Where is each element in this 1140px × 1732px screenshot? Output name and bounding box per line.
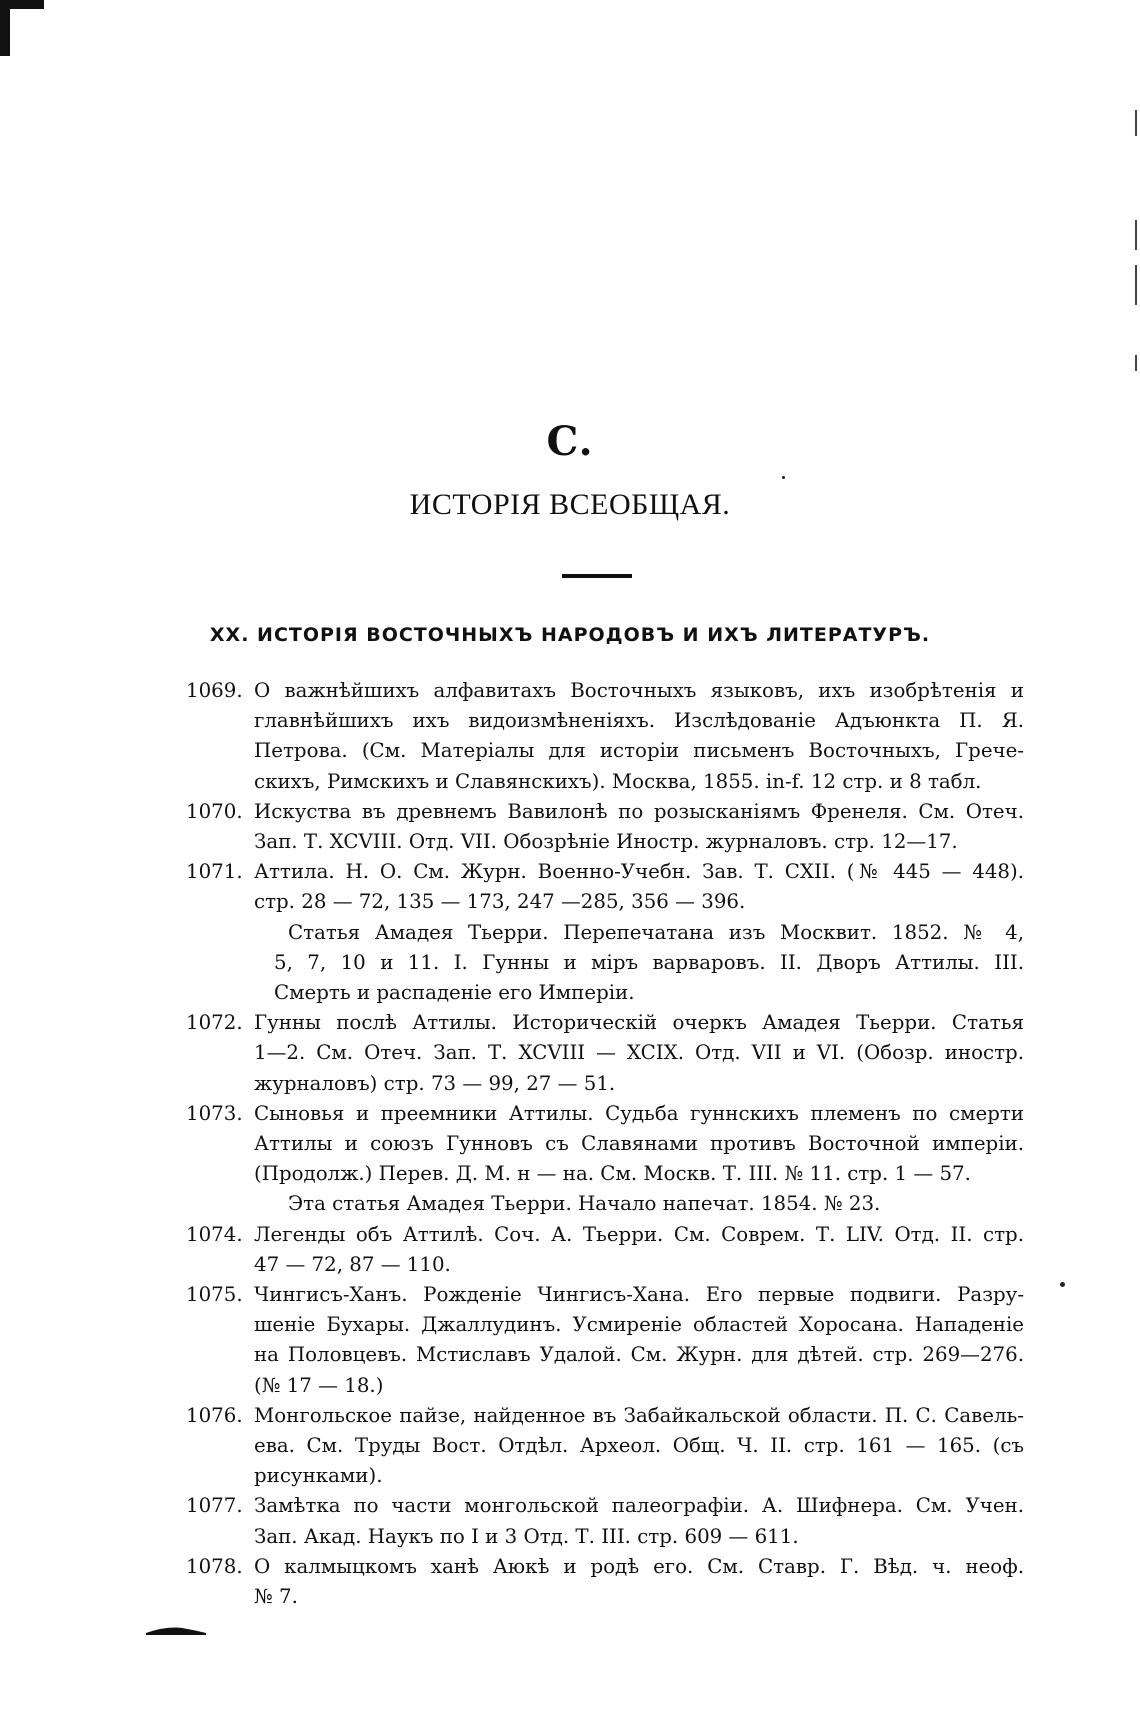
page-corner-mark — [0, 0, 44, 60]
entry-note-line: 5, 7, 10 и 11. I. Гунны и міръ варваровъ. II. Дворъ Аттилы. III. — [274, 950, 1024, 974]
bibliography-entry — [186, 1099, 1024, 1220]
entry-line: на Половцевъ. Мстиславъ Удалой. См. Журн. для дѣтей. стр. 269—276. — [254, 1343, 1024, 1367]
title-divider — [562, 574, 632, 578]
entry-line: О калмыцкомъ ханѣ Аюкѣ и родѣ его. См. Ставр. Г. Вѣд. ч. неоф. — [254, 1554, 1024, 1578]
entry-note-line: Статья Амадея Тьерри. Перепечатана изъ Москвит. 1852. № 4, — [288, 920, 1024, 944]
entry-line: шеніе Бухары. Джаллудинъ. Усмиреніе областей Хоросана. Нападеніе — [254, 1313, 1024, 1337]
bibliography-entry — [186, 1220, 1024, 1280]
section-letter: C. — [546, 418, 594, 465]
entry-line: Зап. Акад. Наукъ по I и 3 Отд. Т. III. стр. 609 — 611. — [254, 1524, 799, 1548]
entry-number: 1074. — [186, 1222, 243, 1246]
entry-number: 1075. — [186, 1283, 243, 1307]
bibliography-entry — [186, 1280, 1024, 1401]
entry-line: 47 — 72, 87 — 110. — [254, 1252, 451, 1276]
entry-number: 1077. — [186, 1494, 243, 1518]
bibliography-entry — [186, 1491, 1024, 1551]
bibliography-entry — [186, 676, 1024, 797]
bibliography-entries — [186, 676, 1024, 1612]
entry-number: 1076. — [186, 1403, 243, 1427]
entry-note-line: Эта статья Амадея Тьерри. Начало напечат. 1854. № 23. — [288, 1192, 881, 1216]
entry-line: Зап. Т. XCVIII. Отд. VII. Обозрѣніе Иностр. журналовъ. стр. 12—17. — [254, 830, 958, 854]
entry-number: 1072. — [186, 1011, 243, 1035]
entry-number: 1073. — [186, 1101, 243, 1125]
entry-number: 1078. — [186, 1554, 243, 1578]
entry-line: О важнѣйшихъ алфавитахъ Восточныхъ языковъ, ихъ изобрѣтенія и — [254, 679, 1024, 702]
entry-line: журналовъ) стр. 73 — 99, 27 — 51. — [254, 1071, 616, 1095]
entry-line: Аттила. Н. О. См. Журн. Военно-Учебн. Зав. Т. CXII. (№ 445 — 448). — [254, 860, 1024, 884]
entry-line: главнѣйшихъ ихъ видоизмѣненіяхъ. Изслѣдованіе Адъюнкта П. Я. — [254, 709, 1024, 733]
bibliography-entry — [186, 797, 1024, 857]
subsection-title: XX. ИСТОРІЯ ВОСТОЧНЫХЪ НАРОДОВЪ И ИХЪ ЛИТЕРАТУРЪ. — [209, 624, 931, 646]
entry-line: Петрова. (См. Матеріалы для исторіи письменъ Восточныхъ, Грече- — [254, 739, 1024, 763]
entry-line: Искуства въ древнемъ Вавилонѣ по розысканіямъ Френеля. См. Отеч. — [254, 799, 1024, 823]
entry-line: (№ 17 — 18.) — [254, 1373, 384, 1397]
entry-line: Легенды объ Аттилѣ. Соч. А. Тьерри. См. Соврем. Т. LIV. Отд. II. стр. — [254, 1222, 1024, 1246]
entry-line: Аттилы и союзъ Гунновъ съ Славянами противъ Восточной имперіи. — [254, 1132, 1024, 1156]
entry-line: ева. См. Труды Вост. Отдѣл. Археол. Общ. Ч. II. стр. 161 — 165. (съ — [254, 1434, 1024, 1458]
section-title: ИСТОРІЯ ВСЕОБЩАЯ. — [409, 488, 731, 521]
entry-line: № 7. — [254, 1585, 298, 1609]
entry-line: Монгольское пайзе, найденное въ Забайкальской области. П. С. Савель- — [254, 1403, 1024, 1427]
entry-line: Сыновья и преемники Аттилы. Судьба гуннскихъ племенъ по смерти — [254, 1101, 1024, 1125]
stray-dot — [1060, 1282, 1065, 1287]
bibliography-entry — [186, 857, 1024, 1008]
page-edge-marks — [1132, 0, 1140, 1732]
entry-note-line: Смерть и распаденіе его Имперіи. — [274, 981, 635, 1005]
bottom-ink-mark — [146, 1624, 206, 1636]
entry-line: Гунны послѣ Аттилы. Историческій очеркъ Амадея Тьерри. Статья — [254, 1011, 1024, 1035]
entry-number: 1071. — [186, 860, 243, 884]
entry-number: 1070. — [186, 799, 243, 823]
entry-line: Замѣтка по части монгольской палеографіи. А. Шифнера. См. Учен. — [254, 1494, 1024, 1518]
entry-line: Чингисъ-Ханъ. Рожденіе Чингисъ-Хана. Его первые подвиги. Разру- — [254, 1283, 1024, 1307]
bibliography-entry — [186, 1008, 1024, 1099]
bibliography-entry — [186, 1552, 1024, 1612]
entry-line: рисунками). — [254, 1464, 383, 1488]
bibliography-entry — [186, 1401, 1024, 1492]
entry-line: скихъ, Римскихъ и Славянскихъ). Москва, 1855. in-f. 12 стр. и 8 табл. — [254, 769, 982, 793]
entry-line: стр. 28 — 72, 135 — 173, 247 —285, 356 — 396. — [254, 890, 746, 914]
entry-number: 1069. — [186, 679, 243, 702]
entry-line: (Продолж.) Перев. Д. М. н — на. См. Москв. Т. III. № 11. стр. 1 — 57. — [254, 1162, 971, 1186]
stray-dot — [782, 476, 785, 479]
entry-line: 1—2. См. Отеч. Зап. Т. XCVIII — XCIX. Отд. VII и VI. (Обозр. иностр. — [254, 1041, 1024, 1065]
